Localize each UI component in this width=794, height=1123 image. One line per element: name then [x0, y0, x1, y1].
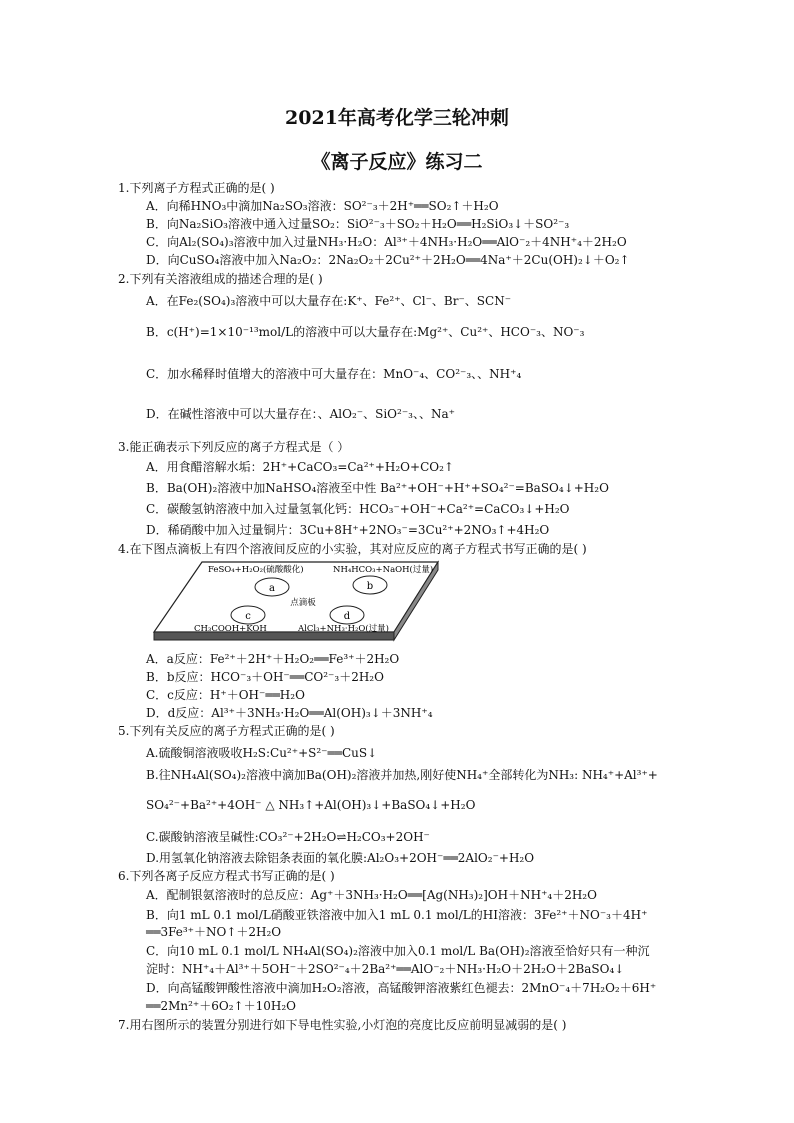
label-d: AlCl₃+NH₃·H₂O(过量): [298, 624, 389, 634]
q2-option-a: A．在Fe₂(SO₄)₃溶液中可以大量存在:K⁺、Fe²⁺、Cl⁻、Br⁻、SCN⁻: [146, 294, 512, 308]
q2-option-c: C．加水稀释时值增大的溶液中可大量存在：MnO⁻₄、CO²⁻₃、、NH⁺₄: [146, 367, 522, 381]
q5-option-a: A.硫酸铜溶液吸收H₂S:Cu²⁺+S²⁻══CuS↓: [146, 746, 378, 760]
label-b: NH₄HCO₃+NaOH(过量): [333, 565, 434, 575]
label-a: FeSO₄+H₂O₂(硫酸酸化): [208, 565, 304, 575]
q6-option-c-line1: C．向10 mL 0.1 mol/L NH₄Al(SO₄)₂溶液中加入0.1 mol/L Ba(OH)₂溶液至恰好只有一种沉: [146, 944, 650, 958]
q3-stem: 3.能正确表示下列反应的离子方程式是（ ）: [118, 440, 350, 454]
q1-stem: 1.下列离子方程式正确的是( ): [118, 181, 275, 195]
well-d-letter: d: [343, 611, 351, 622]
q6-option-c-line2: 淀时：NH⁺₄＋Al³⁺＋5OH⁻＋2SO²⁻₄＋2Ba²⁺══AlO⁻₂＋NH₃·H₂O＋2H₂O＋2BaSO₄↓: [146, 962, 625, 976]
page-title: 2021年高考化学三轮冲刺: [285, 107, 509, 129]
q5-option-c: C.碳酸钠溶液呈碱性:CO₃²⁻+2H₂O⇌H₂CO₃+2OH⁻: [146, 830, 430, 844]
q6-option-b-line1: B．向1 mL 0.1 mol/L硝酸亚铁溶液中加入1 mL 0.1 mol/L的HI溶液：3Fe²⁺＋NO⁻₃＋4H⁺: [146, 908, 648, 922]
q3-option-a: A．用食醋溶解水垢：2H⁺+CaCO₃=Ca²⁺+H₂O+CO₂↑: [146, 460, 454, 474]
q3-option-c: C．碳酸氢钠溶液中加入过量氢氧化钙：HCO₃⁻+OH⁻+Ca²⁺=CaCO₃↓+H₂O: [146, 502, 570, 516]
q4-option-d: D．d反应：Al³⁺＋3NH₃·H₂O══Al(OH)₃↓＋3NH⁺₄: [146, 706, 433, 720]
q4-stem: 4.在下图点滴板上有四个溶液间反应的小实验，其对应反应的离子方程式书写正确的是( ): [118, 542, 587, 556]
q3-option-b: B．Ba(OH)₂溶液中加NaHSO₄溶液至中性 Ba²⁺+OH⁻+H⁺+SO₄²⁻=BaSO₄↓+H₂O: [146, 481, 609, 495]
q3-option-d: D．稀硝酸中加入过量铜片：3Cu+8H⁺+2NO₃⁻=3Cu²⁺+2NO₃↑+4H₂O: [146, 523, 550, 537]
q7-stem: 7.用右图所示的装置分别进行如下导电性实验,小灯泡的亮度比反应前明显减弱的是( ): [118, 1018, 567, 1032]
q2-option-d: D．在碱性溶液中可以大量存在：、AlO₂⁻、SiO²⁻₃、、Na⁺: [146, 407, 455, 421]
well-b-letter: b: [366, 581, 374, 592]
q1-option-a: A．向稀HNO₃中滴加Na₂SO₃溶液：SO²⁻₃＋2H⁺══SO₂↑＋H₂O: [146, 199, 499, 213]
plate-center-label: 点滴板: [290, 598, 316, 608]
q6-stem: 6.下列各离子反应方程式书写正确的是( ): [118, 869, 335, 883]
well-c-letter: c: [245, 611, 251, 622]
label-c: CH₃COOH+KOH: [194, 624, 267, 634]
q2-option-b: B．c(H⁺)=1×10⁻¹³mol/L的溶液中可以大量存在:Mg²⁺、Cu²⁺、HCO⁻₃、NO⁻₃: [146, 325, 585, 339]
q5-stem: 5.下列有关反应的离子方程式正确的是( ): [118, 724, 335, 738]
q6-option-b-line2: ══3Fe³⁺＋NO↑＋2H₂O: [146, 925, 282, 939]
q4-option-b: B．b反应：HCO⁻₃＋OH⁻══CO²⁻₃＋2H₂O: [146, 670, 384, 684]
q6-option-d-line2: ══2Mn²⁺＋6O₂↑＋10H₂O: [146, 999, 296, 1013]
well-a-letter: a: [269, 583, 275, 594]
q4-option-a: A．a反应：Fe²⁺＋2H⁺＋H₂O₂══Fe³⁺＋2H₂O: [146, 652, 400, 666]
q4-option-c: C．c反应：H⁺＋OH⁻══H₂O: [146, 688, 305, 702]
q1-option-d: D．向CuSO₄溶液中加入Na₂O₂：2Na₂O₂＋2Cu²⁺＋2H₂O══4Na⁺＋2Cu(OH)₂↓＋O₂↑: [146, 253, 630, 267]
q6-option-d-line1: D．向高锰酸钾酸性溶液中滴加H₂O₂溶液，高锰酸钾溶液紫红色褪去：2MnO⁻₄＋7H₂O₂＋6H⁺: [146, 981, 657, 995]
page-subtitle: 《离子反应》练习二: [311, 151, 483, 173]
q1-option-c: C．向Al₂(SO₄)₃溶液中加入过量NH₃·H₂O：Al³⁺＋4NH₃·H₂O══AlO⁻₂＋4NH⁺₄＋2H₂O: [146, 235, 627, 249]
q2-stem: 2.下列有关溶液组成的描述合理的是( ): [118, 272, 323, 286]
q5-option-d: D.用氢氧化钠溶液去除铝条表面的氧化膜:Al₂O₃+2OH⁻══2AlO₂⁻+H₂O: [146, 851, 535, 865]
q1-option-b: B．向Na₂SiO₃溶液中通入过量SO₂：SiO²⁻₃＋SO₂＋H₂O══H₂SiO₃↓＋SO²⁻₃: [146, 217, 570, 231]
q6-option-a: A．配制银氨溶液时的总反应：Ag⁺＋3NH₃·H₂O══[Ag(NH₃)₂]OH＋NH⁺₄＋2H₂O: [146, 888, 597, 902]
q5-option-b-line2: SO₄²⁻+Ba²⁺+4OH⁻ △ NH₃↑+Al(OH)₃↓+BaSO₄↓+H₂O: [146, 798, 476, 812]
q5-option-b-line1: B.往NH₄Al(SO₄)₂溶液中滴加Ba(OH)₂溶液并加热,刚好使NH₄⁺全部转化为NH₃: NH₄⁺+Al³⁺+: [146, 768, 658, 782]
spot-plate-diagram: [150, 560, 440, 642]
